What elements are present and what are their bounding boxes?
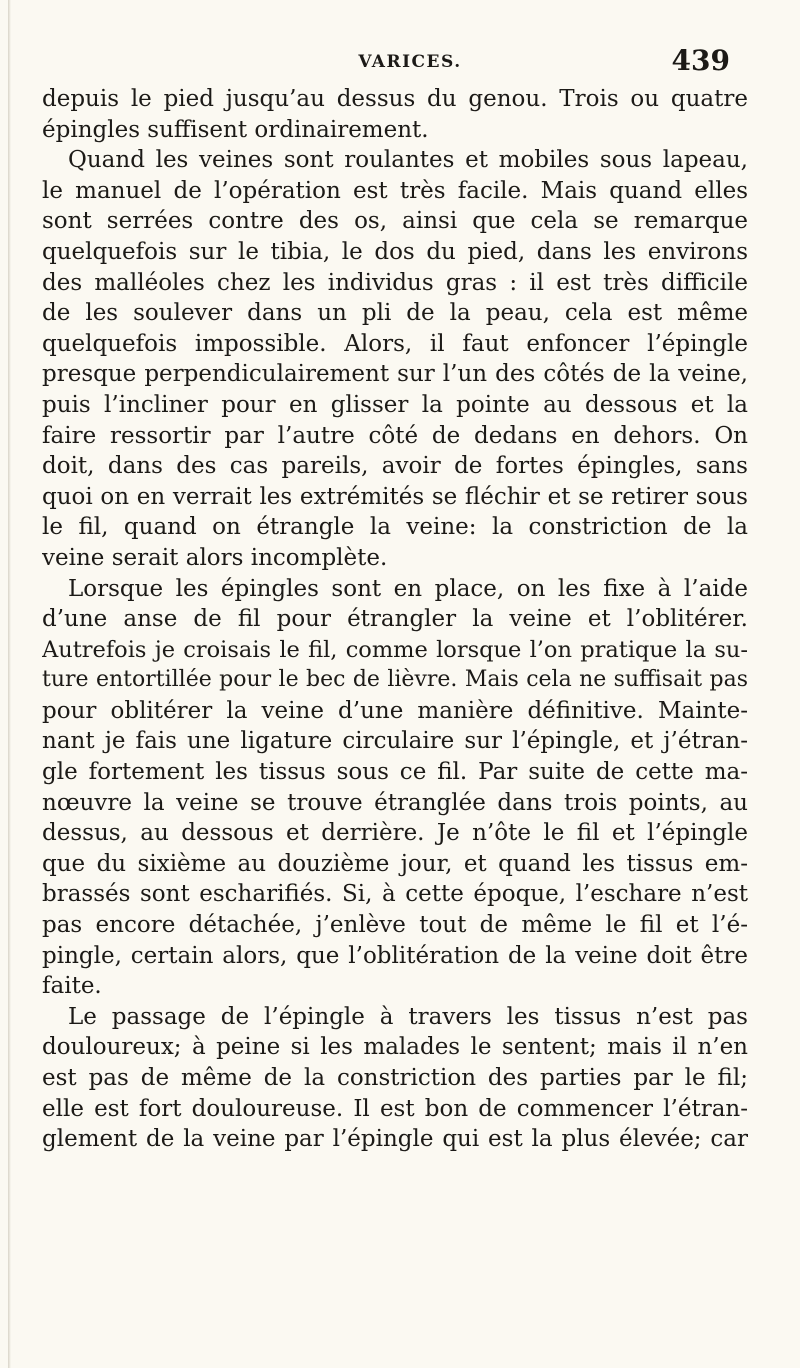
page-edge-shadow xyxy=(8,0,11,1368)
text-line: nant je fais une ligature circulaire sur l’épingle, et j’étran- xyxy=(42,728,748,755)
text-line: le manuel de l’opération est très facile. Mais quand elles xyxy=(42,177,748,204)
text-line: presque perpendiculairement sur l’un des côtés de la veine, xyxy=(42,361,748,388)
text-line: que du sixième au douzième jour, et quand les tissus em- xyxy=(42,850,748,877)
text-line: quelquefois impossible. Alors, il faut enfoncer l’épingle xyxy=(42,330,748,357)
text-line: douloureux; à peine si les malades le sentent; mais il n’en xyxy=(42,1034,748,1061)
text-line: sont serrées contre des os, ainsi que cela se remarque xyxy=(42,208,748,235)
text-line: puis l’incliner pour en glisser la pointe au dessous et la xyxy=(42,391,748,418)
text-line: faite. xyxy=(42,973,102,1000)
text-line: Quand les veines sont roulantes et mobiles sous lapeau, xyxy=(68,147,748,174)
text-line: gle fortement les tissus sous ce fil. Par suite de cette ma- xyxy=(42,759,748,786)
text-line: Lorsque les épingles sont en place, on les fixe à l’aide xyxy=(68,575,748,602)
text-line: pour oblitérer la veine d’une manière définitive. Mainte- xyxy=(42,697,748,724)
text-line: glement de la veine par l’épingle qui est la plus élevée; car xyxy=(42,1126,748,1153)
text-line: pas encore détachée, j’enlève tout de même le fil et l’é- xyxy=(42,912,748,939)
text-line: veine serait alors incomplète. xyxy=(42,544,388,571)
body-text xyxy=(42,84,748,1155)
text-line: doit, dans des cas pareils, avoir de fortes épingles, sans xyxy=(42,453,748,480)
text-line: est pas de même de la constriction des parties par le fil; xyxy=(42,1065,748,1091)
text-line: pingle, certain alors, que l’oblitération de la veine doit être xyxy=(42,942,748,969)
text-line: de les soulever dans un pli de la peau, cela est même xyxy=(42,300,748,327)
text-line: depuis le pied jusqu’au dessus du genou. Trois ou quatre xyxy=(42,86,748,112)
running-head: VARICES. xyxy=(358,52,462,72)
page-number: 439 xyxy=(671,44,730,77)
text-line: faire ressortir par l’autre côté de dedans en dehors. On xyxy=(42,422,748,449)
text-line: quelquefois sur le tibia, le dos du pied, dans les environs xyxy=(42,238,748,265)
text-line: elle est fort douloureuse. Il est bon de commencer l’étran- xyxy=(42,1095,748,1122)
text-line: Autrefois je croisais le fil, comme lorsque l’on pratique la su- xyxy=(42,636,748,663)
text-line: quoi on en verrait les extrémités se fléchir et se retirer sous xyxy=(42,483,748,510)
text-line: ture entortillée pour le bec de lièvre. Mais cela ne suffisait pas xyxy=(42,667,748,693)
text-line: Le passage de l’épingle à travers les tissus n’est pas xyxy=(68,1003,748,1030)
text-line: dessus, au dessous et derrière. Je n’ôte le fil et l’épingle xyxy=(42,820,748,847)
text-line: le fil, quand on étrangle la veine: la constriction de la xyxy=(42,514,748,541)
text-line: épingles suffisent ordinairement. xyxy=(42,116,429,143)
text-line: brassés sont escharifiés. Si, à cette époque, l’eschare n’est xyxy=(42,881,748,908)
text-line: d’une anse de fil pour étrangler la veine et l’oblitérer. xyxy=(42,606,748,633)
text-line: nœuvre la veine se trouve étranglée dans trois points, au xyxy=(42,789,748,816)
text-line: des malléoles chez les individus gras : il est très difficile xyxy=(42,269,748,296)
page-header xyxy=(90,44,730,84)
